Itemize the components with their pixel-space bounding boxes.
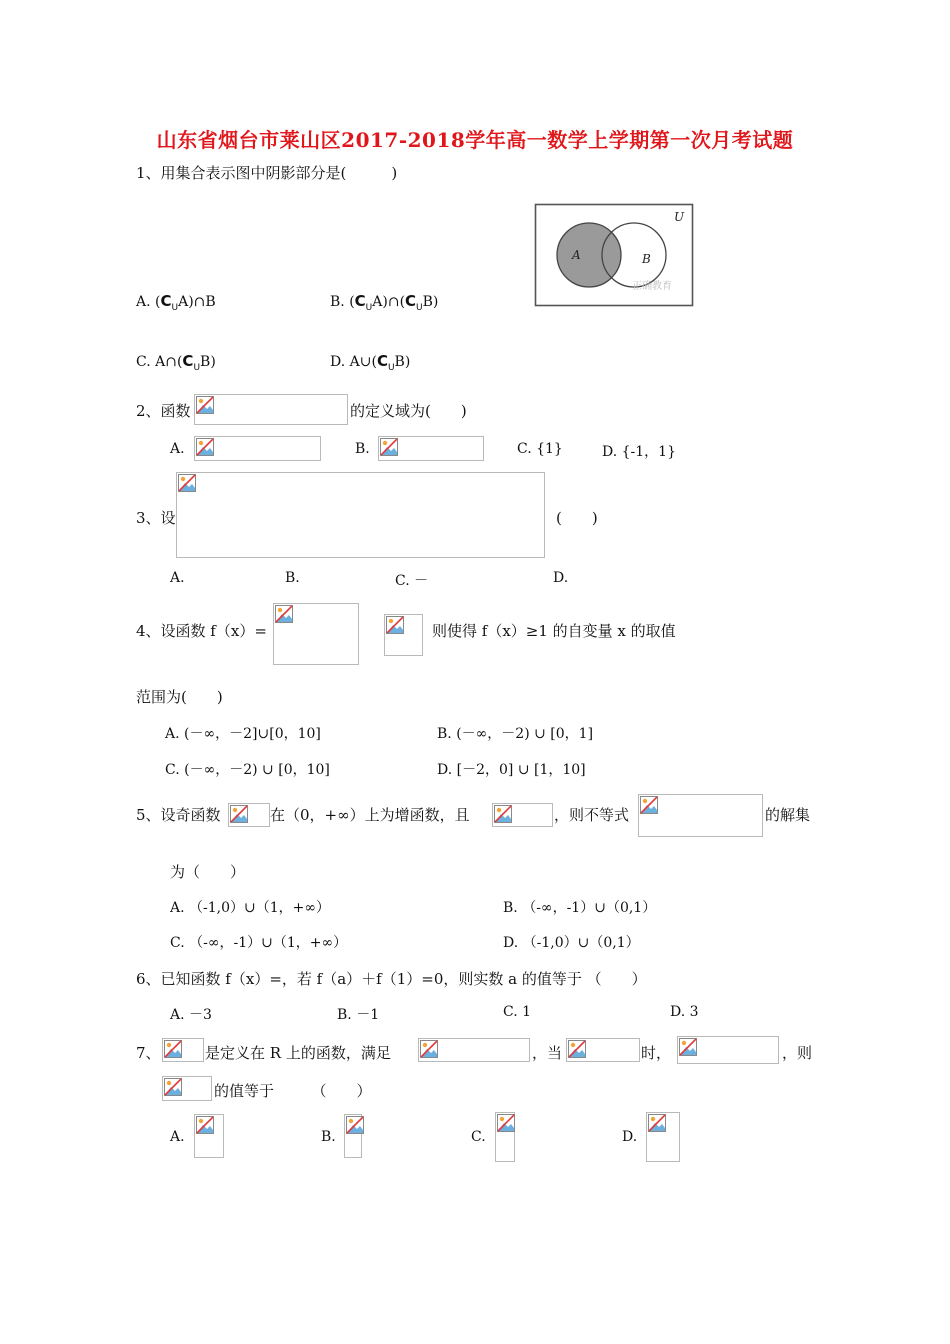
- broken-image-glyph: [648, 1114, 666, 1132]
- q6-option-b: B. －1: [337, 1007, 380, 1023]
- q4-option-d: D. [－2，0] ∪ [1，10]: [437, 762, 586, 778]
- broken-image-icon: [378, 436, 484, 461]
- q6-option-a: A. －3: [170, 1007, 212, 1023]
- broken-image-icon: [677, 1036, 779, 1064]
- q1-option-d: D. $A\cup(C_UB)$: [330, 352, 411, 373]
- venn-label-u: U: [674, 210, 685, 224]
- broken-image-icon: [418, 1038, 530, 1062]
- complement-symbol-icon: $C_U$: [405, 292, 423, 313]
- broken-image-icon: [566, 1038, 640, 1062]
- complement-symbol-icon: $C_U$: [376, 352, 395, 373]
- broken-image-glyph: [497, 1114, 515, 1132]
- broken-image-icon: [228, 803, 270, 827]
- q1-option-c: C. $A\cap(C_UB)$: [136, 352, 216, 373]
- q4-option-b: B. (－∞，－2) ∪ [0，1]: [437, 726, 594, 742]
- broken-image-glyph: [420, 1040, 438, 1058]
- broken-image-glyph: [380, 438, 398, 456]
- broken-image-icon: [194, 436, 321, 461]
- q5-stem-line2: 为（ ）: [170, 863, 246, 881]
- venn-label-a: A: [572, 248, 581, 262]
- broken-image-icon: [384, 614, 423, 656]
- q7-stem-line2: 的值等于 （ ）: [214, 1082, 372, 1100]
- broken-image-icon: [495, 1112, 515, 1162]
- broken-image-icon: [162, 1038, 204, 1062]
- q3-option-c: C. －: [395, 573, 429, 589]
- broken-image-glyph: [196, 438, 214, 456]
- venn-diagram: [534, 203, 694, 307]
- q4-option-c: C. (－∞，－2) ∪ [0，10]: [165, 762, 330, 778]
- q5-option-b: B. （-∞，-1）∪（0,1）: [503, 900, 657, 916]
- q5-option-c: C. （-∞，-1）∪（1，+∞）: [170, 935, 348, 951]
- q7-option-b: B.: [321, 1129, 336, 1145]
- q7-stem-post: ，则: [782, 1044, 813, 1062]
- venn-label-b: B: [642, 252, 651, 266]
- q1-option-a: A. $(C_UA)\cap B$: [136, 292, 216, 313]
- q7-stem-pre: 7、: [136, 1044, 161, 1062]
- q5-option-d: D. （-1,0）∪（0,1）: [503, 935, 640, 951]
- q5-stem-pre: 5、设奇函数: [136, 806, 221, 824]
- broken-image-icon: [646, 1112, 680, 1162]
- q7-stem-mid2: ，当: [532, 1044, 563, 1062]
- broken-image-glyph: [640, 796, 658, 814]
- q3-stem-pre: 3、设: [136, 509, 176, 527]
- complement-symbol-icon: $C_U$: [160, 292, 179, 313]
- q6-stem: 6、已知函数 f（x）=，若 f（a）＋f（1）=0，则实数 a 的值等于 （ ）: [136, 970, 647, 988]
- broken-image-glyph: [196, 1116, 214, 1134]
- venn-watermark: 正确教育: [632, 281, 672, 292]
- q7-option-c: C.: [471, 1129, 486, 1145]
- q7-option-d: D.: [622, 1129, 638, 1145]
- q5-stem-mid2: ，则不等式: [554, 806, 630, 824]
- broken-image-glyph: [568, 1040, 586, 1058]
- q1-stem: 1、用集合表示图中阴影部分是( ): [136, 164, 398, 182]
- q3-stem-post: ( ): [556, 509, 598, 527]
- q4-stem-post: 则使得 f（x）≥1 的自变量 x 的取值: [432, 622, 676, 640]
- q6-option-d: D. 3: [670, 1004, 699, 1020]
- broken-image-icon: [638, 794, 763, 837]
- page-title: 山东省烟台市莱山区2017-2018学年高一数学上学期第一次月考试题: [156, 128, 794, 152]
- broken-image-icon: [344, 1114, 362, 1158]
- q2-option-c: C. {1}: [517, 441, 563, 457]
- q1-option-b: B. $(C_UA)\cap(C_UB)$: [330, 292, 439, 313]
- broken-image-glyph: [196, 396, 214, 414]
- q7-stem-mid3: 时，: [641, 1044, 672, 1062]
- q2-option-d: D. {-1，1}: [602, 444, 676, 460]
- broken-image-glyph: [386, 616, 404, 634]
- broken-image-glyph: [679, 1038, 697, 1056]
- broken-image-icon: [176, 472, 545, 558]
- q4-option-a: A. (－∞，－2]∪[0，10]: [165, 726, 321, 742]
- q3-option-a: A.: [170, 570, 185, 586]
- broken-image-glyph: [164, 1078, 182, 1096]
- q2-option-a: A.: [170, 441, 185, 457]
- q4-stem-line2: 范围为( ): [136, 688, 223, 706]
- q2-stem-post: 的定义域为( ): [350, 402, 467, 420]
- broken-image-icon: [162, 1076, 212, 1101]
- broken-image-glyph: [494, 805, 512, 823]
- complement-symbol-icon: $C_U$: [182, 352, 201, 373]
- q5-option-a: A. （-1,0）∪（1，+∞）: [170, 900, 331, 916]
- q5-stem-post: 的解集: [765, 806, 811, 824]
- complement-symbol-icon: $C_U$: [354, 292, 373, 313]
- broken-image-glyph: [346, 1116, 364, 1134]
- q2-stem-pre: 2、函数: [136, 402, 191, 420]
- q5-stem-mid1: 在（0，+∞）上为增函数，且: [270, 806, 470, 824]
- q2-option-b: B.: [355, 441, 370, 457]
- q7-option-a: A.: [170, 1129, 185, 1145]
- q7-stem-mid1: 是定义在 R 上的函数，满足: [205, 1044, 391, 1062]
- q4-stem-pre: 4、设函数 f（x）=: [136, 622, 267, 640]
- broken-image-icon: [194, 1114, 224, 1158]
- broken-image-glyph: [275, 605, 293, 623]
- broken-image-glyph: [230, 805, 248, 823]
- broken-image-glyph: [164, 1040, 182, 1058]
- broken-image-icon: [273, 603, 359, 665]
- q6-option-c: C. 1: [503, 1004, 532, 1020]
- q3-option-d: D.: [553, 570, 569, 586]
- q3-option-b: B.: [285, 570, 300, 586]
- broken-image-glyph: [178, 474, 196, 492]
- broken-image-icon: [492, 803, 553, 827]
- broken-image-icon: [194, 394, 348, 425]
